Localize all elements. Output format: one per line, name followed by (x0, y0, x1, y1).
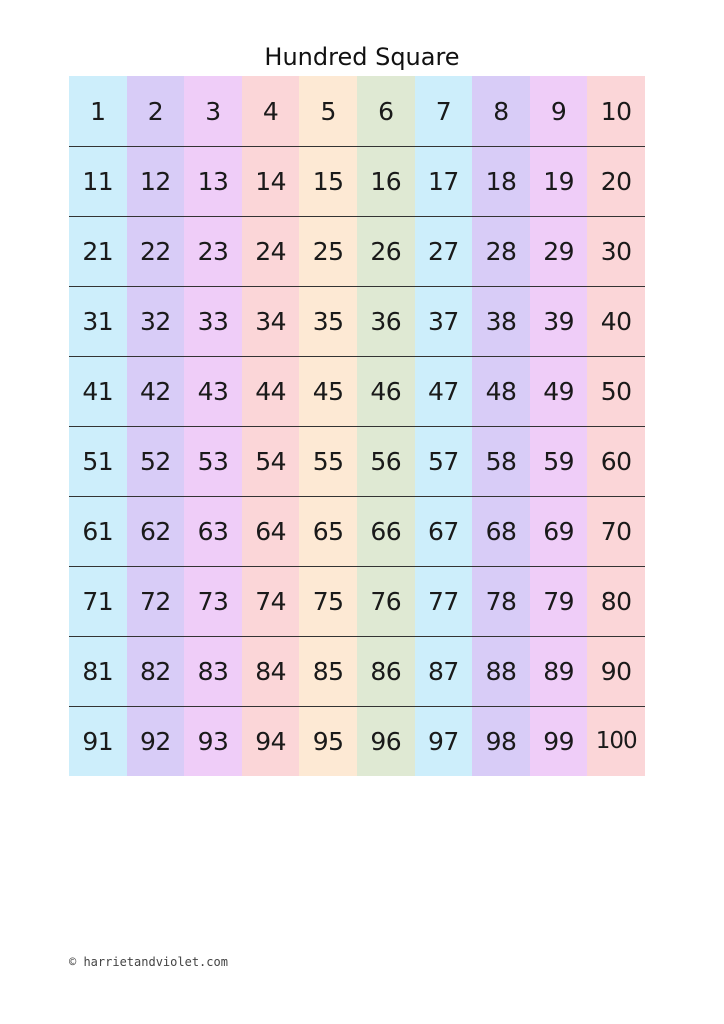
number-cell: 7 (435, 96, 452, 126)
number-cell: 21 (82, 236, 114, 266)
number-cell: 78 (485, 586, 517, 616)
number-cell: 11 (82, 166, 114, 196)
number-cell: 8 (493, 96, 509, 126)
number-cell: 28 (485, 236, 517, 266)
number-cell: 68 (485, 516, 517, 546)
number-cell: 60 (600, 446, 632, 476)
number-cell: 47 (427, 376, 459, 406)
number-cell: 89 (543, 656, 574, 686)
number-cell: 76 (370, 586, 402, 616)
number-cell: 67 (427, 516, 459, 546)
page-title: Hundred Square (264, 43, 460, 71)
number-cell: 46 (370, 376, 402, 406)
number-cell: 61 (82, 516, 114, 546)
number-cell: 71 (82, 586, 114, 616)
number-cell: 38 (485, 306, 517, 336)
number-cell: 62 (139, 516, 171, 546)
number-cell: 69 (543, 516, 574, 546)
number-cell: 91 (82, 726, 114, 756)
number-cell: 87 (427, 656, 459, 686)
number-cell: 81 (82, 656, 114, 686)
copyright-footer: © harrietandviolet.com (69, 955, 228, 969)
number-cell: 57 (427, 446, 459, 476)
number-cell: 1 (90, 96, 106, 126)
number-cell: 63 (197, 516, 229, 546)
number-cell: 34 (255, 306, 286, 336)
number-cell: 51 (82, 446, 114, 476)
number-cell: 18 (485, 166, 517, 196)
number-cell: 14 (255, 166, 286, 196)
number-cell: 37 (427, 306, 459, 336)
number-cell: 86 (370, 656, 402, 686)
number-cell: 59 (543, 446, 574, 476)
number-cell: 27 (427, 236, 459, 266)
number-cell: 41 (82, 376, 114, 406)
number-cell: 25 (312, 236, 344, 266)
number-cell: 94 (255, 726, 286, 756)
number-cell: 2 (147, 96, 164, 126)
number-cell: 16 (370, 166, 402, 196)
number-cell: 43 (197, 376, 229, 406)
number-cell: 66 (370, 516, 402, 546)
number-cell: 9 (550, 96, 567, 126)
number-cell: 82 (139, 656, 171, 686)
number-cell: 12 (139, 166, 171, 196)
number-cell: 54 (255, 446, 286, 476)
number-cell: 99 (543, 726, 574, 756)
number-cell: 55 (312, 446, 344, 476)
number-cell: 92 (139, 726, 171, 756)
number-cell: 44 (255, 376, 286, 406)
number-cell: 83 (197, 656, 229, 686)
number-cell: 15 (312, 166, 344, 196)
number-cell: 5 (320, 96, 336, 126)
number-cell: 65 (312, 516, 344, 546)
number-cell: 40 (600, 306, 632, 336)
number-cell: 20 (600, 166, 632, 196)
number-cell: 52 (139, 446, 171, 476)
number-cell: 64 (255, 516, 286, 546)
number-cell: 10 (600, 96, 632, 126)
number-cell: 56 (370, 446, 402, 476)
number-cell: 4 (262, 96, 279, 126)
number-cell: 80 (600, 586, 632, 616)
number-cell: 31 (82, 306, 114, 336)
number-cell: 48 (485, 376, 517, 406)
number-cell: 45 (312, 376, 344, 406)
number-cell: 96 (370, 726, 402, 756)
number-cell: 42 (139, 376, 171, 406)
number-cell: 84 (255, 656, 286, 686)
number-cell: 39 (543, 306, 574, 336)
number-cell: 35 (312, 306, 344, 336)
number-cell: 100 (595, 728, 637, 754)
number-cell: 32 (139, 306, 171, 336)
number-cell: 74 (255, 586, 286, 616)
number-cell: 98 (485, 726, 517, 756)
number-cell: 85 (312, 656, 344, 686)
number-cell: 13 (197, 166, 229, 196)
number-cell: 3 (205, 96, 221, 126)
number-cell: 29 (543, 236, 574, 266)
number-cell: 33 (197, 306, 229, 336)
number-cell: 90 (600, 656, 632, 686)
number-cell: 75 (312, 586, 344, 616)
number-cell: 50 (600, 376, 632, 406)
number-cell: 88 (485, 656, 517, 686)
number-cell: 93 (197, 726, 229, 756)
number-cell: 26 (370, 236, 402, 266)
number-cell: 36 (370, 306, 402, 336)
number-cell: 58 (485, 446, 517, 476)
number-cell: 30 (600, 236, 632, 266)
number-cell: 6 (378, 96, 394, 126)
number-cell: 77 (427, 586, 459, 616)
number-cell: 97 (427, 726, 459, 756)
number-cell: 53 (197, 446, 229, 476)
number-cell: 72 (139, 586, 171, 616)
number-cell: 19 (543, 166, 574, 196)
number-cell: 70 (600, 516, 632, 546)
number-cell: 73 (197, 586, 229, 616)
hundred-square-grid (69, 76, 645, 776)
number-cell: 24 (255, 236, 286, 266)
number-cell: 22 (139, 236, 171, 266)
number-cell: 95 (312, 726, 344, 756)
number-cell: 49 (543, 376, 574, 406)
number-cell: 17 (427, 166, 459, 196)
number-cell: 79 (543, 586, 574, 616)
number-cell: 23 (197, 236, 229, 266)
